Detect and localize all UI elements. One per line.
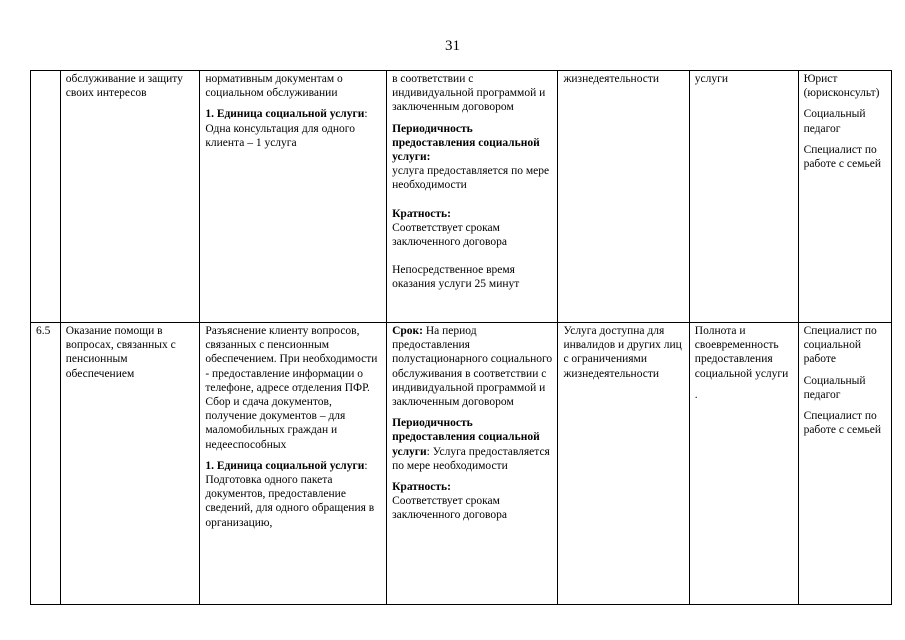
multiplicity-label: Кратность:	[392, 207, 451, 220]
periodicity-label: Периодичность предоставления социальной услуги	[392, 417, 540, 458]
terms-intro: в соответствии с индивидуальной программой и заключенным договором	[392, 73, 546, 114]
table-row	[31, 71, 892, 323]
periodicity-label: Периодичность предоставления социальной услуги:	[392, 122, 540, 164]
service-description-cell	[200, 323, 387, 605]
service-name-cell	[60, 323, 200, 605]
unit-colon: :	[364, 459, 368, 472]
periodicity-text: услуга предоставляется по мере необходимости	[392, 165, 550, 192]
multiplicity-label: Кратность:	[392, 481, 451, 494]
term-text: На период предоставления полустационарного социального обслуживания в соответствии с индивидуальной программой и заключенным договором	[392, 325, 553, 409]
service-terms-cell	[387, 71, 558, 323]
term-label: Срок:	[392, 325, 423, 337]
staff-item: Специалист по работе с семьей	[803, 410, 881, 437]
staff-item: Социальный педагог	[803, 374, 866, 401]
evaluation-cell	[689, 71, 798, 323]
staff-item: Специалист по социальной работе	[803, 325, 877, 366]
accessibility-text: Услуга доступна для инвалидов и других лиц с ограничениями жизнедеятельности	[563, 325, 682, 380]
service-terms-cell	[387, 323, 558, 605]
service-description: Разъяснение клиенту вопросов, связанных с пенсионным обеспечением. При необходимости - предоставление информации о телефоне, адресе отделения ПФР. Сбор и сдача документов, получение документов – для маломобильных граждан и недееспособных	[205, 325, 378, 451]
accessibility-cell	[558, 323, 689, 605]
staff-item: Специалист по работе с семьей	[803, 143, 881, 171]
unit-colon: :	[364, 108, 368, 121]
periodicity-text: : Услуга предоставляется по мере необходимости	[392, 445, 550, 472]
staff-item: Юрист (юрисконсульт)	[803, 73, 880, 100]
evaluation-text: услуги	[694, 73, 729, 85]
unit-label: 1. Единица социальной услуги	[205, 459, 365, 472]
service-name: обслуживание и защиту своих интересов	[65, 73, 183, 100]
evaluation-cell	[689, 323, 798, 605]
accessibility-text: жизнедеятельности	[563, 73, 660, 85]
staff-cell	[798, 323, 891, 605]
multiplicity-text: Соответствует срокам заключенного договора	[392, 495, 507, 522]
service-number: 6.5	[36, 325, 51, 337]
service-description: нормативным документам о социальном обслуживании	[205, 73, 343, 100]
services-table	[30, 70, 892, 605]
service-description-cell	[200, 71, 387, 323]
unit-text: Подготовка одного пакета документов, предоставление сведений, для одного обращения в организацию,	[205, 474, 375, 529]
unit-text: Одна консультация для одного клиента – 1 услуга	[205, 122, 355, 149]
evaluation-extra: .	[694, 388, 698, 401]
accessibility-cell	[558, 71, 689, 323]
evaluation-text: Полнота и своевременность предоставления социальной услуги	[694, 325, 789, 380]
staff-item: Социальный педагог	[803, 108, 866, 135]
staff-cell	[798, 71, 891, 323]
direct-time-text: Непосредственное время оказания услуги 25 минут	[392, 264, 520, 291]
multiplicity-text: Соответствует срокам заключенного договора	[392, 221, 507, 249]
unit-label: 1. Единица социальной услуги	[205, 108, 365, 121]
page-number: 31	[445, 38, 460, 54]
service-name-cell	[60, 71, 200, 323]
service-name: Оказание помощи в вопросах, связанных с пенсионным обеспечением	[65, 325, 176, 380]
service-number-cell	[31, 71, 61, 323]
service-number-cell	[31, 323, 61, 605]
table-row	[31, 323, 892, 605]
